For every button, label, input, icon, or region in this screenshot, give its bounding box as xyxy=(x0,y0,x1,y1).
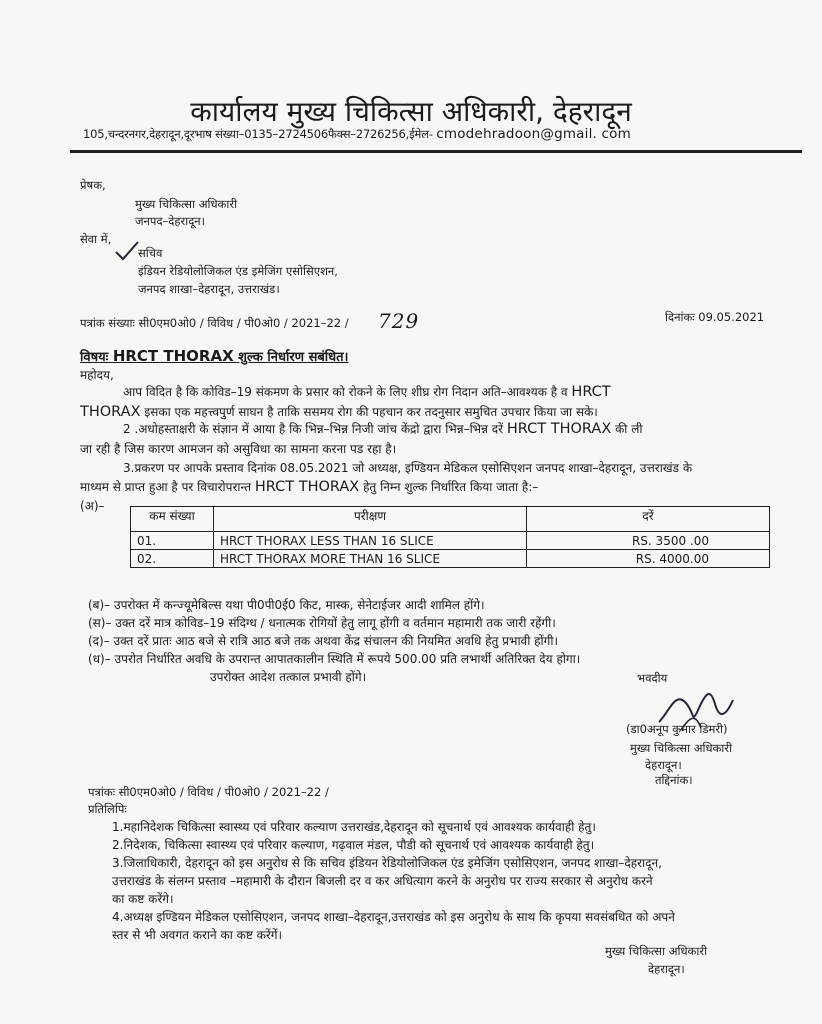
para3-text-b: HRCT THORAX xyxy=(254,479,360,495)
condition-d: (द)– उक्त दरें प्रातः आठ बजे से रात्रि आठ बजे तक अथवा केंद्र संचालन की नियमित अवधि हेतु प्रभावी होंगी। xyxy=(88,634,559,648)
row-test: HRCT THORAX LESS THAN 16 SLICE xyxy=(214,532,527,550)
recipient-line1: सचिव xyxy=(138,246,163,260)
copy-line1: 1.महानिदेशक चिकित्सा स्वास्थ्य एवं परिवार कल्याण उत्तराखंड,देहरादून को सूचनार्थ एवं आवश्यक कार्यवाही हेतु। xyxy=(112,820,596,834)
copy-line3a: 3.जिलाधिकारी, देहरादून को इस अनुरोध से कि सचिव इंडियन रेडियोलोजिकल एंड इमेजिंग एसोसिएशन, जनपद शाखा–देहरादून, xyxy=(112,856,662,870)
subject-label: विषयः xyxy=(80,350,109,365)
signatory-date: तद्दिनांक। xyxy=(655,773,693,787)
closing-text: भवदीय xyxy=(637,671,668,685)
para3-text-a: माध्यम से प्राप्त हुआ है पर विचारोपरान्त xyxy=(80,480,252,494)
signatory-place: देहरादून। xyxy=(645,758,682,772)
footer-designation: मुख्य चिकित्सा अधिकारी xyxy=(605,944,708,958)
signatory-name: (डा0अनूप कुमार डिमरी) xyxy=(626,722,728,736)
signatory-designation: मुख्य चिकित्सा अधिकारी xyxy=(630,741,733,755)
footer-place: देहरादून। xyxy=(648,962,685,976)
effect-line: उपरोक्त आदेश तत्काल प्रभावी होंगे। xyxy=(210,670,367,684)
office-title: कार्यालय मुख्य चिकित्सा अधिकारी, देहरादून xyxy=(190,95,632,128)
salutation: महोदय, xyxy=(80,368,114,382)
recipient-line2: इंडियन रेडियोलोजिकल एंड इमेजिंग एसोसिएशन, xyxy=(138,264,338,278)
table-marker: (अ)– xyxy=(80,499,105,513)
copy-line4a: 4.अध्यक्ष इण्डियन मेडिकल एसोसिएशन, जनपद शाखा–देहरादून,उत्तराखंड को इस अनुरोध के साथ कि कृपया सवसंबधित को अपने xyxy=(112,910,675,924)
recipient-line3: जनपद शाखा–देहरादून, उत्तराखंड। xyxy=(138,282,280,296)
condition-s: (स)– उक्त दरें मात्र कोविड–19 संदिग्ध / धनात्मक रोगियों हेतु लागू होंगी व वर्तमान महामारी तक जारी रहेंगी। xyxy=(88,616,556,630)
para3-text-c: हेतु निम्न शुल्क निर्धारित किया जाता है:– xyxy=(363,480,539,494)
para2-line1 xyxy=(123,420,642,437)
copy-line4b: स्तर से भी अवगत कराने का कष्ट करेंगें। xyxy=(112,928,283,942)
recipient-label: सेवा में, xyxy=(80,232,112,246)
reference-text: पत्रांक संख्याः सी0एम0ओ0 / विविध / पी0ओ0 / 2021–22 / xyxy=(80,316,349,330)
para1-line1 xyxy=(123,383,611,400)
para1-text-b: HRCT xyxy=(571,384,611,400)
address-text: 105,चन्दरनगर,देहरादून,दूरभाष संख्या–0135–2724506फैक्स–2726256,ईमेल- xyxy=(83,127,433,141)
table-row xyxy=(131,532,770,550)
para1-text-d: इसका एक महत्त्वपुर्ण साघन है ताकि ससमय रोग की पहचान कर तदनुसार समुचित उपचार किया जा सके। xyxy=(144,405,598,419)
table-row xyxy=(131,550,770,568)
sender-line1: मुख्य चिकित्सा अधिकारी xyxy=(135,197,238,211)
condition-b: (ब)– उपरोक्त में कन्ज्यूमेबिल्स यथा पी0पी0ई0 किट, मास्क, सेनेटाईजर आदी शामिल होंगे। xyxy=(88,598,485,612)
sender-label: प्रेषक, xyxy=(80,178,106,192)
para2-text-b: HRCT THORAX xyxy=(506,421,612,437)
copy-label: प्रतिलिपिः xyxy=(88,802,127,816)
para2-line2: जा रही है जिस कारण आमजन को असुविधा का सामना करना पड रहा है। xyxy=(80,442,397,456)
row-test: HRCT THORAX MORE THAN 16 SLICE xyxy=(214,550,527,568)
para2-text-c: की ली xyxy=(615,422,643,436)
copy-line3c: का कष्ट करेंगे। xyxy=(112,892,174,906)
row-serial: 01. xyxy=(131,532,214,550)
header-serial: कम संख्या xyxy=(131,507,214,532)
table-header-row xyxy=(131,507,770,532)
office-address xyxy=(83,126,631,142)
email-text: cmodehradoon@gmail. com xyxy=(436,126,631,142)
copy-line3b: उत्तराखंड के संलग्न प्रस्ताव –महामारी के दौरान बिजली दर व कर अधित्याग करने के अनुरोध पर राज्य सरकार से अनुरोध करने xyxy=(112,874,653,888)
reference-number: 729 xyxy=(378,309,420,333)
row-rate: RS. 4000.00 xyxy=(527,550,770,568)
letter-date: दिनांकः 09.05.2021 xyxy=(665,310,765,324)
sender-line2: जनपद–देहरादून। xyxy=(135,214,206,228)
para3-line2 xyxy=(80,478,538,495)
fee-table xyxy=(130,506,770,568)
subject-highlight: HRCT THORAX xyxy=(112,347,234,365)
tick-mark-icon xyxy=(114,240,140,262)
header-rule xyxy=(70,150,802,153)
copy-reference: पत्रांकः सी0एम0ओ0 / विविध / पी0ओ0 / 2021–22 / xyxy=(88,785,329,799)
subject-line xyxy=(80,347,348,365)
row-rate: RS. 3500 .00 xyxy=(527,532,770,550)
header-rate: दरें xyxy=(527,507,770,532)
para2-text-a: 2 .अधोहस्ताक्षरी के संज्ञान में आया है कि भिन्न–भिन्न निजी जांच केंद्रो द्वारा भिन्न–भिन्न दरें xyxy=(123,422,504,436)
copy-line2: 2.निदेशक, चिकित्सा स्वास्थ्य एवं परिवार कल्याण, गढ़वाल मंडल, पौडी को सूचनार्थ एवं आवश्यक कार्यवाही हेतु। xyxy=(112,838,595,852)
para1-text-a: आप विदित है कि कोविड–19 संकमण के प्रसार को रोकने के लिए शीघ्र रोग निदान अति–आवश्यक है व xyxy=(123,385,568,399)
para1-line2 xyxy=(80,403,598,420)
para1-text-c: THORAX xyxy=(80,404,141,420)
para3-line1: 3.प्रकरण पर आपके प्रस्ताव दिनांक 08.05.2021 जो अध्यक्ष, इण्डियन मेडिकल एसोसिएशन जनपद शाखा–देहरादून, उत्तराखंड के xyxy=(123,461,693,475)
row-serial: 02. xyxy=(131,550,214,568)
subject-rest: शुल्क निर्धारण सबंधित। xyxy=(238,350,349,365)
condition-dh: (ध)– उपरोत निर्धारित अवधि के उपरान्त आपातकालीन स्थिति में रूपये 500.00 प्रति लभार्थी अतिरिक्त देय होगा। xyxy=(88,652,581,666)
header-test: परीक्षण xyxy=(214,507,527,532)
